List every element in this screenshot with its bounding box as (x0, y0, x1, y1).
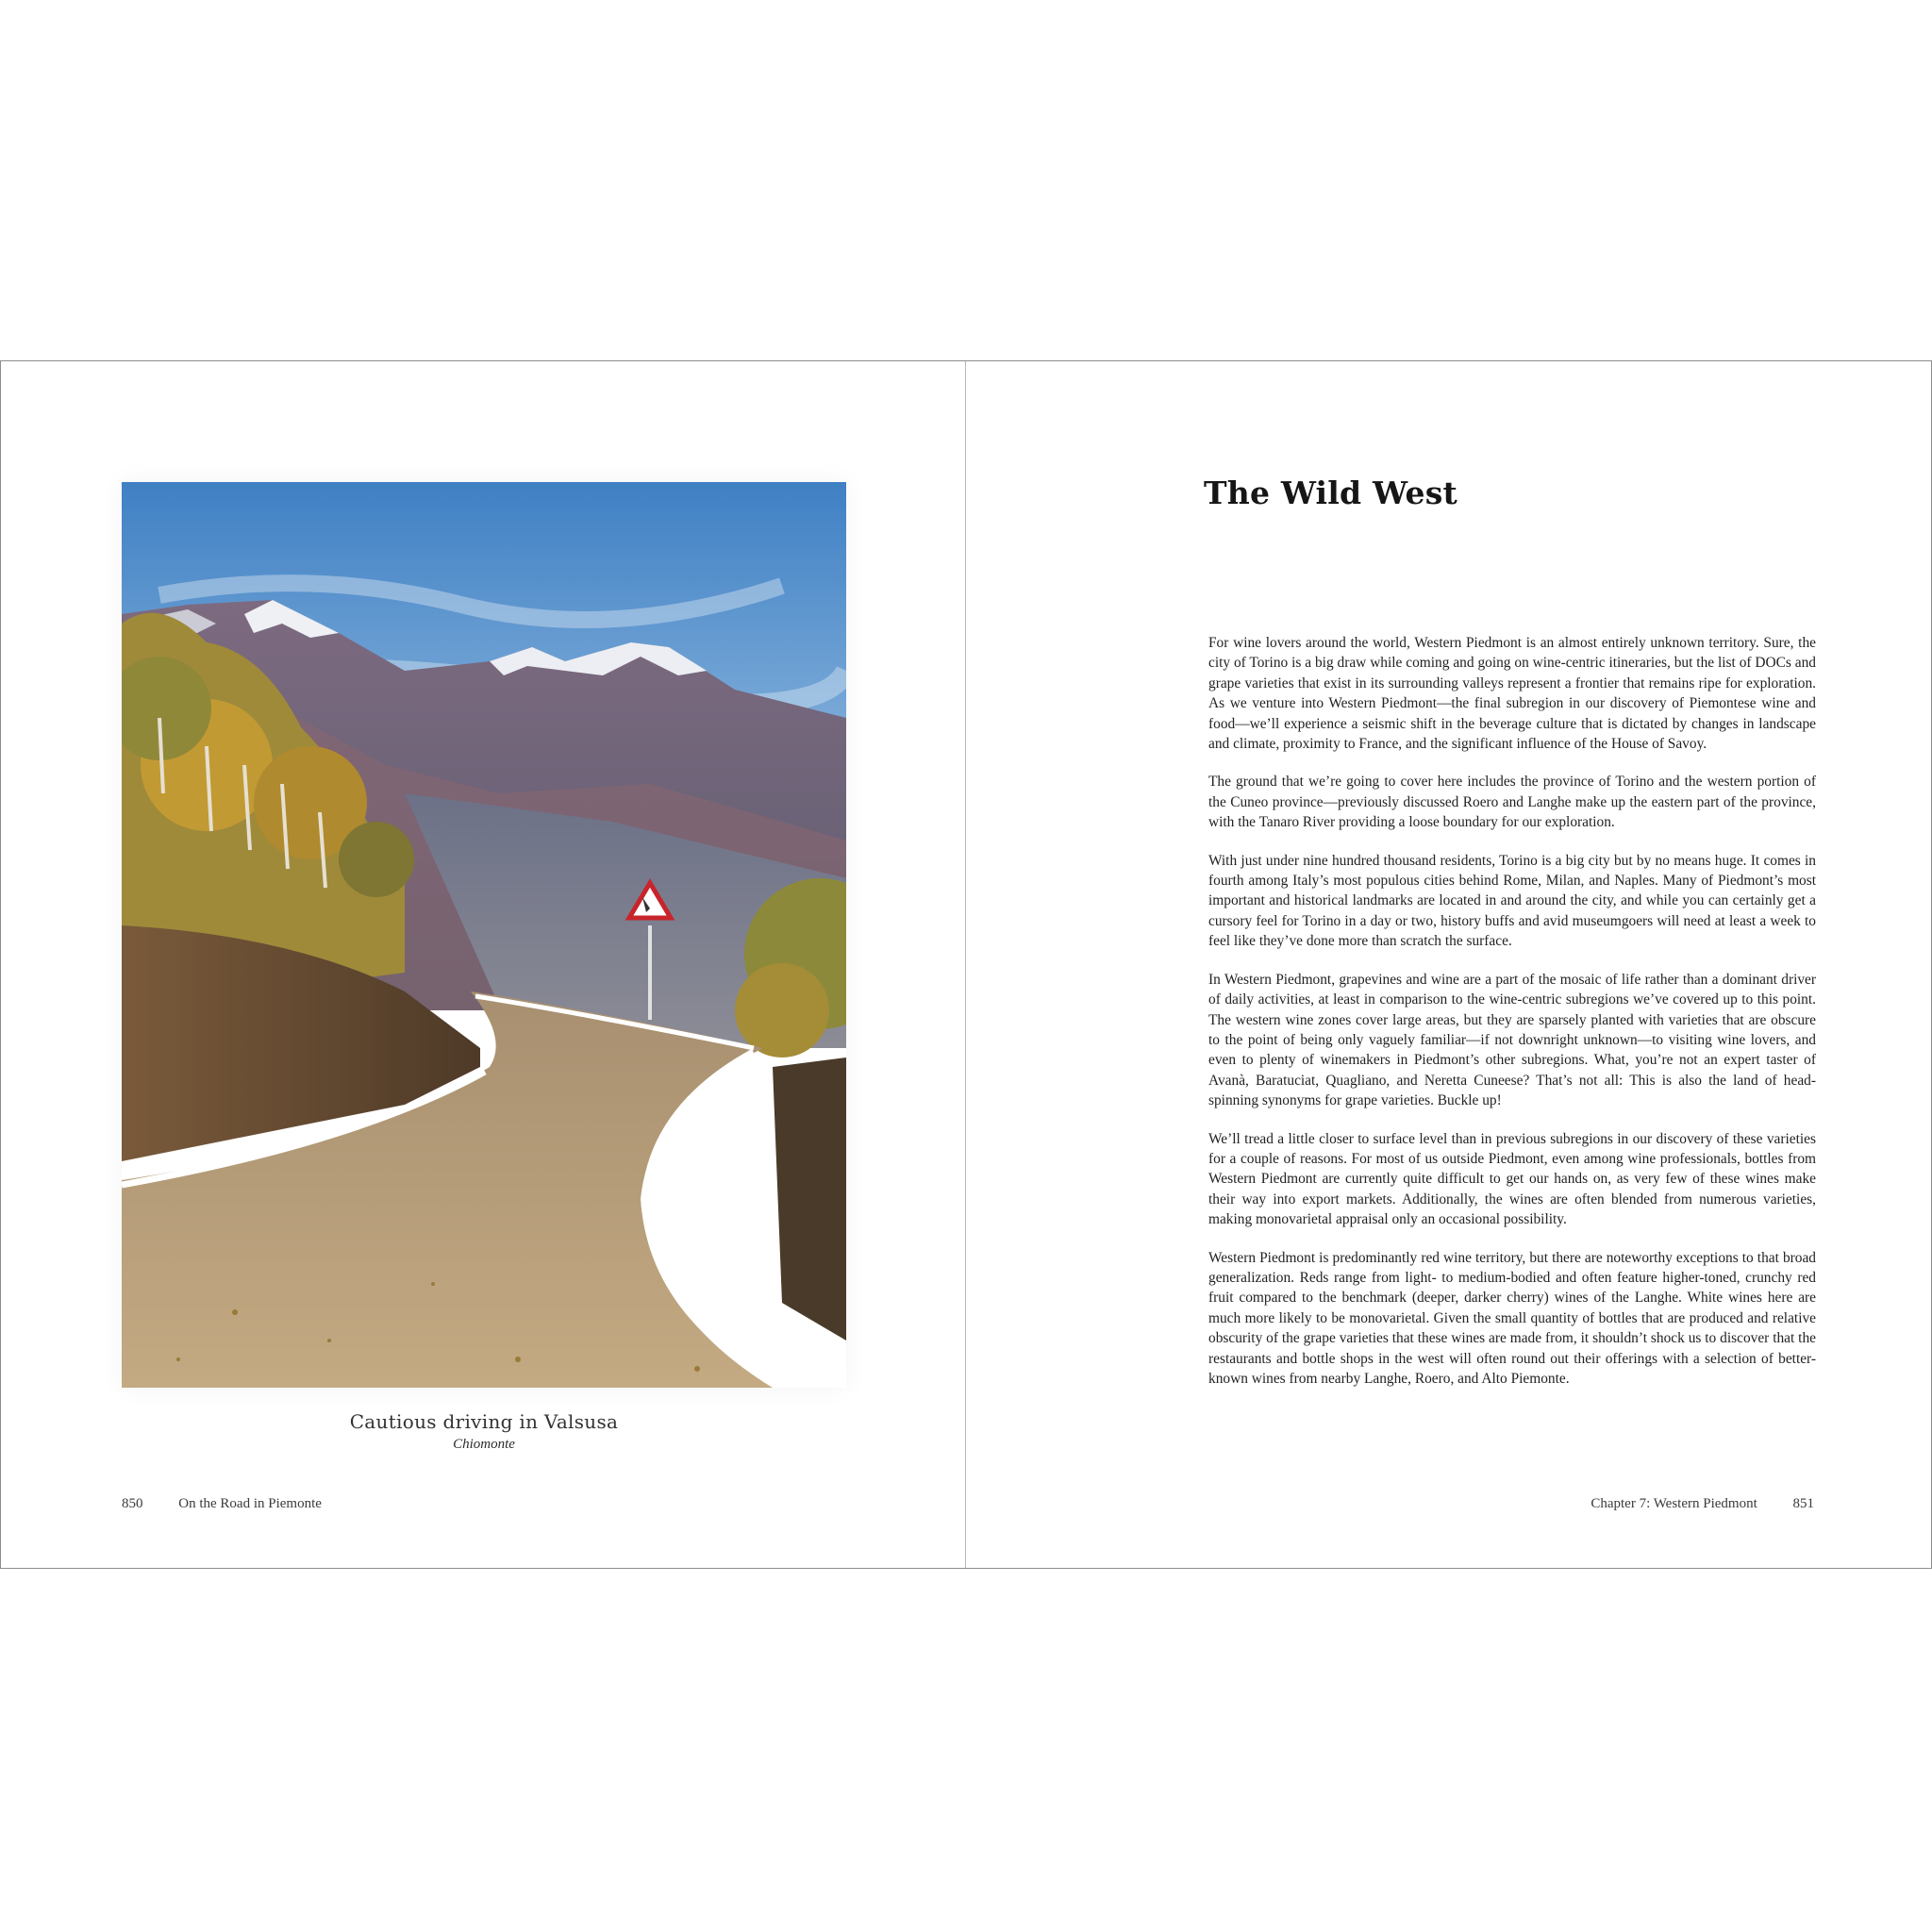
right-page-number: 851 (1792, 1496, 1814, 1511)
stone-wall-right (773, 1058, 846, 1341)
section-title: The Wild West (1204, 475, 1457, 511)
paragraph: For wine lovers around the world, Western Piedmont is an almost entirely unknown territory. Sure, the city of Torino is a big draw while coming and going on wine-centric itineraries, but the list of DOCs and grape varieties that exist in its surrounding valleys represent a frontier that remains ripe for exploration. As we venture into Western Piedmont—the final subregion in our discovery of Piemontese wine and food—we’ll experience a seismic shift in the beverage culture that is dictated by changes in landscape and climate, proximity to France, and the significant influence of the House of Savoy. (1208, 635, 1816, 753)
caption-title: Cautious driving in Valsusa (349, 1410, 619, 1433)
page-gutter (965, 361, 966, 1568)
book-spread (0, 360, 1932, 1569)
right-footer (1591, 1496, 1814, 1512)
body-text (1208, 633, 1816, 1407)
left-footer (122, 1496, 322, 1512)
paragraph: Western Piedmont is predominantly red wine territory, but there are noteworthy exceptions to that broad generalization. Reds range from light- to medium-bodied and often feature higher-toned, crunchy red fruit compared to the benchmark (deeper, darker cherry) wines of the Langhe. White wines here are much more likely to be monovarietal. Given the small quantity of bottles that are produced and relative obscurity of the grape varieties that these wines are made from, it shouldn’t shock us to discover that the restaurants and bottle shops in the west will often round out their offerings with a selection of better-known wines from nearby Langhe, Roero, and Alto Piemonte. (1208, 1249, 1816, 1387)
paragraph: In Western Piedmont, grapevines and wine are a part of the mosaic of life rather than a dominant driver of daily activities, at least in comparison to the wine-centric subregions we’ve covered up to this point. The western wine zones cover large areas, but they are sparsely planted with varieties that are obscure to the point of being only vaguely familiar—if not downright unknown—to visiting wine lovers, and even to plenty of winemakers in Piedmont’s other subregions. What, you’re not an expert taster of Avanà, Baratuciat, Quagliano, and Neretta Cuneese? That’s not all: This is also the land of head-spinning synonyms for grape varieties. Buckle up! (1208, 971, 1816, 1109)
left-page-number: 850 (122, 1496, 143, 1511)
right-running-head: Chapter 7: Western Piedmont (1591, 1496, 1757, 1511)
left-running-head: On the Road in Piemonte (178, 1496, 322, 1511)
caption-location: Chiomonte (453, 1437, 515, 1452)
photo-mountain-road (122, 482, 846, 1388)
paragraph: We’ll tread a little closer to surface level than in previous subregions in our discovery of these varieties for a couple of reasons. For most of us outside Piedmont, even among wine professionals, bottles from Western Piedmont are currently quite difficult to get our hands on, as very few of these wines make their way into export markets. Additionally, the wines are often blended from numerous varieties, making monovarietal appraisal only an occasional possibility. (1208, 1130, 1816, 1228)
photo-caption (122, 1410, 846, 1453)
paragraph: With just under nine hundred thousand residents, Torino is a big city but by no means huge. It comes in fourth among Italy’s most populous cities behind Rome, Milan, and Naples. Many of Piedmont’s most important and historical landmarks are located in and around the city, and while you can certainly get a cursory feel for Torino in a day or two, history buffs and avid museumgoers will need at least a week to feel like they’ve done more than scratch the surface. (1208, 852, 1816, 950)
paragraph: The ground that we’re going to cover here includes the province of Torino and the western portion of the Cuneo province—previously discussed Roero and Langhe make up the eastern part of the province, with the Tanaro River providing a loose boundary for our exploration. (1208, 774, 1816, 831)
